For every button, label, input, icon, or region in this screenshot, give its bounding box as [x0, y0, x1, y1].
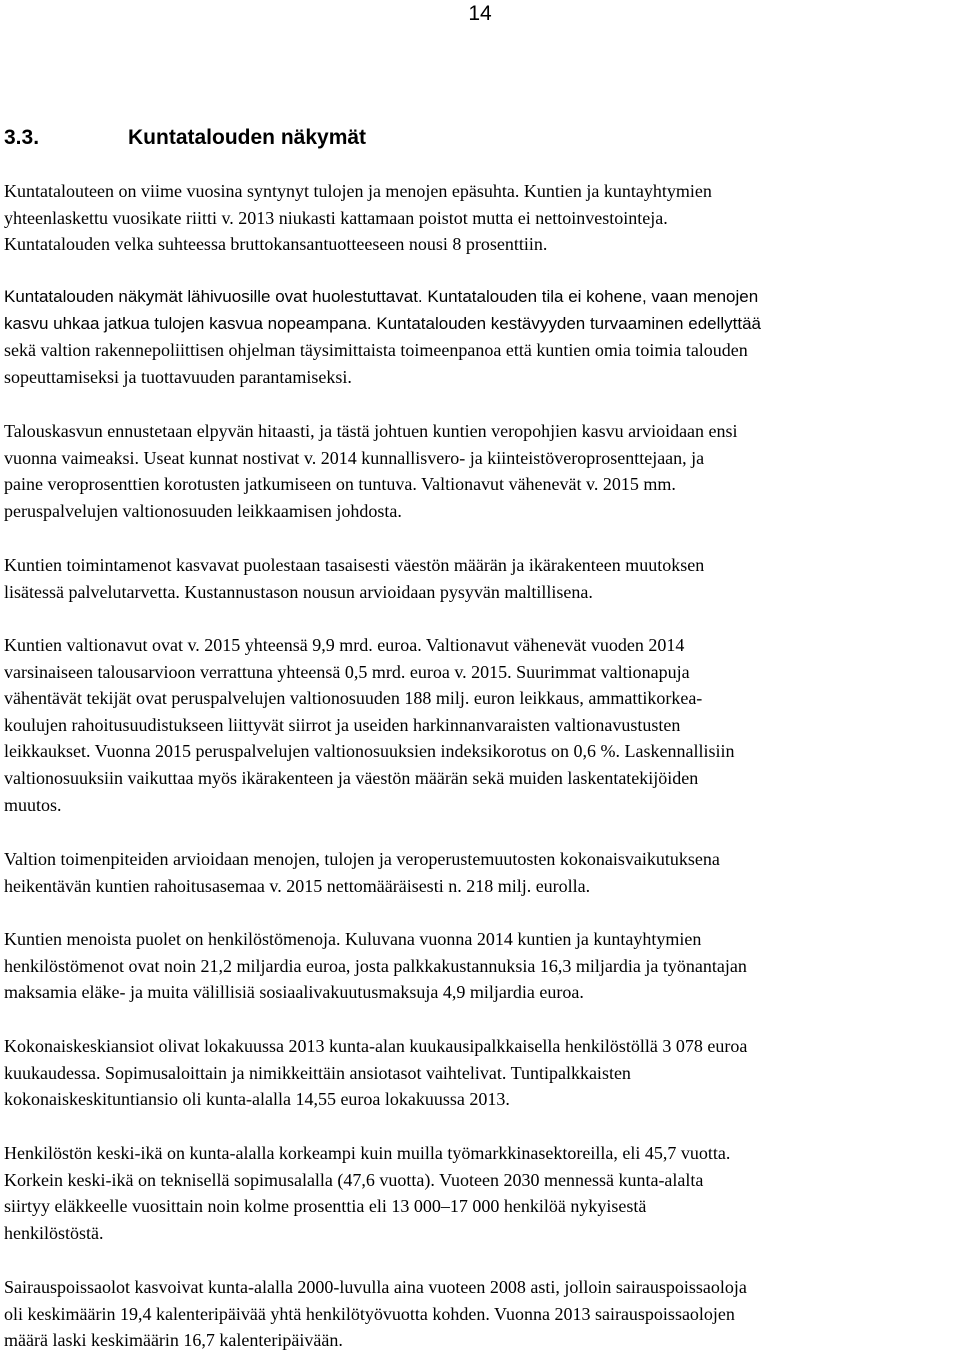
text-line: kokonaiskeskituntiansio oli kunta-alalla 14,55 euroa lokakuussa 2013. [4, 1089, 510, 1110]
text-line: Kuntatalouden näkymät lähivuosille ovat huolestuttavat. Kuntatalouden tila ei kohene, vaan menojen [4, 287, 759, 306]
section-heading [4, 124, 366, 152]
paragraph-sick-leave [4, 1274, 958, 1354]
text-line: yhteenlaskettu vuosikate riitti v. 2013 niukasti kattamaan poistot mutta ei nettoinvestointeja. [4, 207, 668, 228]
text-line: kuukaudessa. Sopimusaloittain ja nimikkeittäin ansiotasot vaihtelivat. Tuntipalkkaisten [4, 1062, 631, 1083]
text-line: Henkilöstön keski-ikä on kunta-alalla korkeampi kuin muilla työmarkkinasektoreilla, eli 45,7 vuotta. [4, 1143, 731, 1163]
text-line: kasvu uhkaa jatkua tulojen kasvua nopeampana. Kuntatalouden kestävyyden turvaaminen edellyttää [4, 313, 762, 333]
text-line: Kuntien menoista puolet on henkilöstömenoja. Kuluvana vuonna 2014 kuntien ja kuntayhtymien [4, 929, 702, 949]
text-line: Valtion toimenpiteiden arvioidaan menojen, tulojen ja veroperustemuutosten kokonaisvaikutuksena [4, 849, 720, 869]
text-line: henkilöstöstä. [4, 1222, 104, 1243]
text-line: Kuntien valtionavut ovat v. 2015 yhteensä 9,9 mrd. euroa. Valtionavut vähenevät vuoden 2014 [4, 635, 685, 655]
text-line: vähentävät tekijät ovat peruspalvelujen valtionosuuden 188 milj. euron leikkaus, ammattikorkea- [4, 688, 703, 709]
paragraph-deficit [4, 178, 958, 258]
text-line: määrä laski keskimäärin 16,7 kalenteripäivään. [4, 1330, 343, 1351]
text-line: vuonna vaimeaksi. Useat kunnat nostivat v. 2014 kunnallisvero- ja kiinteistöveroprosenttejaan, ja [4, 447, 705, 468]
text-line: leikkaukset. Vuonna 2015 peruspalvelujen valtionosuuksien indeksikorotus on 0,6 %. Laskennallisiin [4, 741, 735, 762]
paragraph-earnings [4, 1033, 958, 1113]
text-line: lisätessä palvelutarvetta. Kustannustason nousun arvioidaan pysyvän maltillisena. [4, 581, 593, 602]
text-line: valtionosuuksiin vaikuttaa myös ikärakenteen ja väestön määrän sekä muiden laskentatekijöiden [4, 767, 699, 788]
text-line: Kokonaiskeskiansiot olivat lokakuussa 2013 kunta-alan kuukausipalkkaisella henkilöstöllä 3 078 euroa [4, 1036, 748, 1056]
text-line: heikentävän kuntien rahoitusasemaa v. 2015 nettomääräisesti n. 218 milj. eurolla. [4, 875, 591, 896]
paragraph-personnel-costs [4, 926, 958, 1006]
text-line: sopeuttamiseksi ja tuottavuuden parantamiseksi. [4, 366, 352, 387]
paragraph-outlook [4, 284, 958, 390]
text-line: henkilöstömenot ovat noin 21,2 miljardia euroa, josta palkkakustannuksia 16,3 miljardia ja työnantajan [4, 955, 747, 976]
page-number: 14 [468, 2, 492, 25]
text-line: Kuntatalouden velka suhteessa bruttokansantuotteeseen nousi 8 prosenttiin. [4, 234, 548, 255]
paragraph-average-age [4, 1140, 958, 1246]
text-line: Talouskasvun ennustetaan elpyvän hitaasti, ja tästä johtuen kuntien veropohjien kasvu arvioidaan ensi [4, 421, 738, 441]
text-line: koulujen rahoitusuudistukseen liittyvät siirrot ja useiden harkinnanvaraisten valtionavustusten [4, 714, 681, 735]
paragraph-economic-growth [4, 418, 958, 524]
text-line: Sairauspoissaolot kasvoivat kunta-alalla 2000-luvulla aina vuoteen 2008 asti, jolloin sairauspoissaoloja [4, 1277, 747, 1297]
paragraph-state-subsidies [4, 632, 958, 818]
text-line: peruspalvelujen valtionosuuden leikkaamisen johdosta. [4, 500, 402, 521]
text-line: varsinaiseen talousarvioon verrattuna yhteensä 0,5 mrd. euroa v. 2015. Suurimmat valtionapuja [4, 661, 690, 682]
text-line: sekä valtion rakennepoliittisen ohjelman täysimittaista toimeenpanoa että kuntien omia toimia talouden [4, 340, 748, 361]
text-line: Kuntatalouteen on viime vuosina syntynyt tulojen ja menojen epäsuhta. Kuntien ja kuntayhtymien [4, 181, 712, 201]
text-line: Kuntien toimintamenot kasvavat puolestaan tasaisesti väestön määrän ja ikärakenteen muutoksen [4, 555, 705, 575]
text-line: muutos. [4, 794, 62, 815]
text-line: siirtyy eläkkeelle vuosittain noin kolme prosenttia eli 13 000–17 000 henkilöä nykyisestä [4, 1196, 647, 1217]
text-line: maksamia eläke- ja muita välillisiä sosiaalivakuutusmaksuja 4,9 miljardia euroa. [4, 982, 584, 1003]
text-line: Korkein keski-ikä on teknisellä sopimusalalla (47,6 vuotta). Vuoteen 2030 mennessä kunta-alalta [4, 1169, 704, 1190]
text-line: paine veroprosenttien korotusten jatkumiseen on tuntuva. Valtionavut vähenevät v. 2015 mm. [4, 474, 676, 495]
section-number: 3.3. [4, 126, 40, 149]
section-title: Kuntatalouden näkymät [128, 126, 367, 149]
text-line: oli keskimäärin 19,4 kalenteripäivää yhtä henkilötyövuotta kohden. Vuonna 2013 sairauspoissaolojen [4, 1303, 735, 1324]
paragraph-operating-costs [4, 552, 958, 605]
paragraph-state-measures [4, 846, 958, 899]
